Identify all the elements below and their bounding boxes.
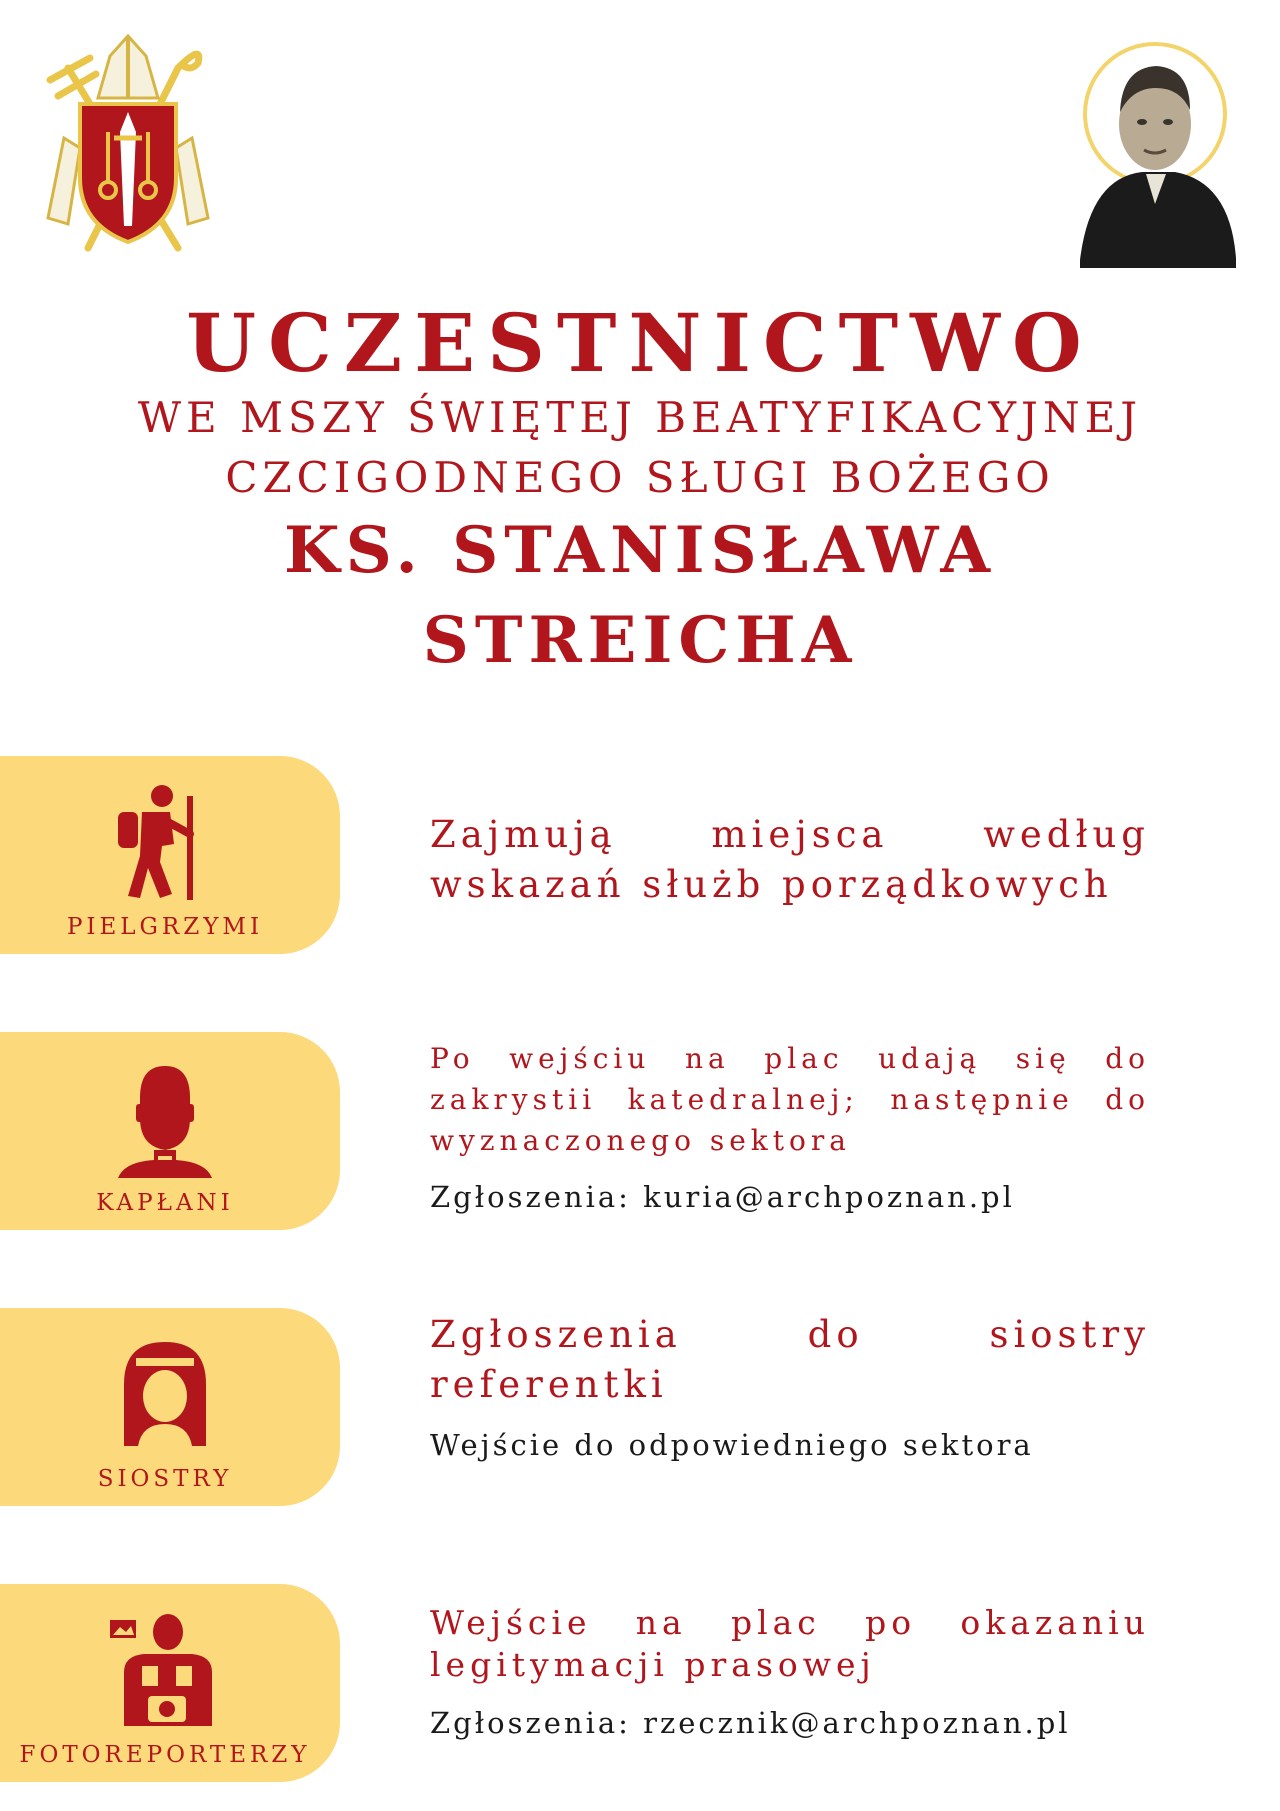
page-title: UCZESTNICTWO [186, 296, 1094, 390]
group-description: Zajmują miejsca według wskazań służb porządkowych [430, 813, 1150, 906]
group-contact: Zgłoszenia: kuria@archpoznan.pl [430, 1180, 1015, 1214]
group-card-fotoreporterzy [0, 1584, 340, 1782]
group-description: Wejście na plac po okazaniu legitymacji prasowej [430, 1603, 1150, 1684]
portrait-image [1080, 28, 1240, 268]
coat-of-arms-icon [28, 28, 228, 268]
group-label: KAPŁANI [96, 1190, 234, 1216]
subtitle-line-2: CZCIGODNEGO SŁUGI BOŻEGO [225, 453, 1055, 502]
group-card-siostry [0, 1308, 340, 1506]
priest-icon [110, 1058, 220, 1178]
name-line-1: KS. STANISŁAWA [283, 513, 997, 588]
group-label: FOTOREPORTERZY [19, 1742, 311, 1768]
group-contact: Wejście do odpowiedniego sektora [430, 1428, 1034, 1462]
subtitle-line-1: WE MSZY ŚWIĘTEJ BEATYFIKACYJNEJ [137, 393, 1143, 442]
photographer-icon [110, 1610, 220, 1730]
group-description: Zgłoszenia do siostry referentki [430, 1313, 1150, 1406]
group-contact: Zgłoszenia: rzecznik@archpoznan.pl [430, 1706, 1071, 1740]
hiker-icon [110, 782, 220, 902]
group-card-kaplani [0, 1032, 340, 1230]
group-card-pielgrzymi [0, 756, 340, 954]
nun-icon [110, 1334, 220, 1454]
group-description: Po wejściu na plac udają się do zakrystii katedralnej; następnie do wyznaczonego sektora [430, 1042, 1150, 1157]
group-label: SIOSTRY [97, 1466, 233, 1492]
name-line-2: STREICHA [422, 603, 858, 678]
group-label: PIELGRZYMI [66, 914, 264, 940]
